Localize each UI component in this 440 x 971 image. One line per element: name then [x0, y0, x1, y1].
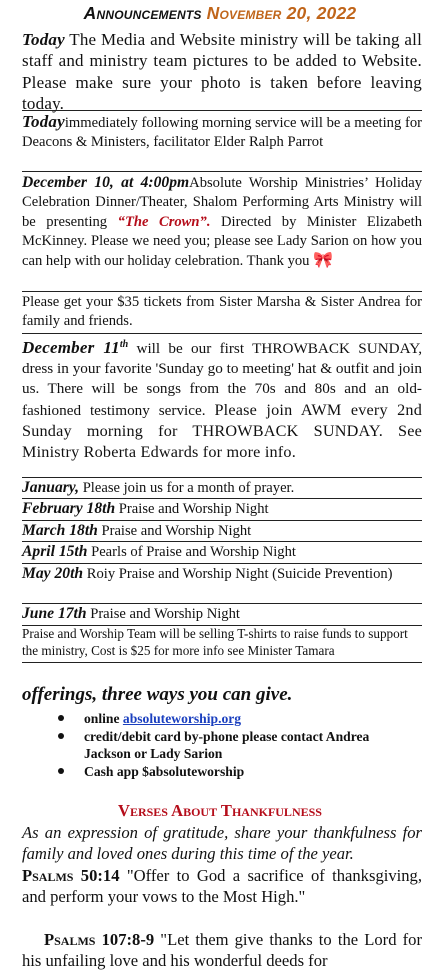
pink-bow-icon: 🎀 [313, 251, 334, 269]
announcement-text: Pearls of Praise and Worship Night [87, 544, 296, 560]
announcement-tshirts [22, 625, 422, 663]
offering-prefix: Cash app $absoluteworship [84, 764, 245, 779]
announcement-lead: January, [22, 479, 80, 496]
announcement-june [22, 603, 422, 624]
announcement-text: Praise and Worship Night [97, 523, 252, 539]
announcement-lead: Today [22, 30, 65, 49]
list-item [58, 728, 418, 762]
announcement-text: will be our first THROWBACK SUNDAY, dress in your favorite 'Sunday go to meeting' hat & outfit and join us. There will be songs from the 70s and 80s and an old-fashioned testimony service. [22, 340, 423, 419]
announcement-throwback-sunday [22, 333, 422, 463]
offerings-list [58, 710, 418, 781]
announcement-may [22, 563, 422, 584]
announcement-media-photos [22, 30, 422, 116]
announcement-text: Praise and Worship Team will be selling T-shirts to raise funds to support the ministry, Cost is $25 for more info see Minister Tamara [22, 626, 408, 658]
website-link[interactable]: absoluteworship.org [122, 711, 242, 726]
verse-item [22, 865, 422, 907]
announcement-tickets [22, 291, 422, 332]
announcement-january [22, 477, 422, 498]
verses-intro: As an expression of gratitude, share your thankfulness for family and loved ones during this time of the year. [22, 823, 422, 863]
verse-text: "Offer to God a sacrifice of thanksgiving, and perform your vows to the Most High." [22, 866, 422, 906]
announcement-text: Please join us for a month of prayer. [79, 480, 295, 496]
announcement-text: Praise and Worship Night [86, 606, 240, 622]
play-title: “The Crown”. [117, 213, 211, 230]
announcement-text: The Media and Website ministry will be taking all staff and ministry team pictures to be added to Website. Please make sure your photo is taken before leaving today. [22, 30, 422, 114]
announcement-lead: May 20th [22, 565, 84, 582]
announcement-lead: Today [22, 112, 65, 131]
announcement-text: immediately following morning service will be a meeting for Deacons & Ministers, facilitator Elder Ralph Parrot [22, 115, 422, 151]
bullet-icon [58, 715, 64, 721]
announcement-lead: December 11 [22, 338, 120, 358]
announcement-deacons-meeting [22, 110, 422, 153]
announcement-lead: March 18th [22, 522, 98, 539]
title-prefix: Announcements [83, 3, 202, 23]
offering-prefix: credit/debit card by-phone please contact Andrea Jackson or Lady Sarion [84, 729, 370, 761]
offerings-heading: offerings, three ways you can give. [22, 684, 293, 705]
bullet-icon [58, 768, 64, 774]
verse-reference: Psalms 50:14 [22, 866, 120, 885]
verse-text: "Let them give thanks to the Lord for his unfailing love and his wonderful deeds for [22, 930, 422, 970]
announcement-lead: April 15th [22, 543, 88, 560]
page-title [0, 3, 440, 27]
announcement-text: Roiy Praise and Worship Night (Suicide Prevention) [83, 566, 393, 582]
list-item [58, 763, 418, 780]
verse-item [22, 929, 422, 971]
offering-prefix: online [84, 711, 123, 726]
announcement-april [22, 541, 422, 562]
announcement-lead: December 10, at 4:00pm [22, 174, 190, 191]
announcement-lead-sup: th [119, 339, 129, 350]
verse-reference: Psalms 107:8-9 [44, 930, 155, 949]
announcement-lead: February 18th [22, 500, 116, 517]
announcement-holiday-celebration [22, 171, 422, 271]
bullet-icon [58, 733, 64, 739]
announcement-text: Please get your $35 tickets from Sister Marsha & Sister Andrea for family and friends. [22, 294, 422, 330]
announcement-march [22, 520, 422, 541]
announcement-text-2: Please join AWM every 2nd Sunday morning for THROWBACK SUNDAY. See Ministry Roberta Edwards for more info. [22, 400, 423, 462]
verses-heading: Verses About Thankfulness [118, 801, 322, 820]
announcement-text: Praise and Worship Night [115, 501, 269, 517]
announcement-lead: June 17th [22, 605, 87, 622]
list-item [58, 710, 418, 727]
announcement-text: Absolute Worship Ministries’ Holiday Celebration Dinner/Theater, Shalom Performing Arts Ministry will be presenting [22, 175, 422, 230]
announcement-february [22, 498, 422, 519]
announcement-text-2: Directed by Minister Elizabeth McKinney. Please we need you; please see Lady Sarion on how you can help with our holiday celebration. Thank you [22, 213, 422, 269]
title-date: November 20, 2022 [206, 3, 357, 23]
